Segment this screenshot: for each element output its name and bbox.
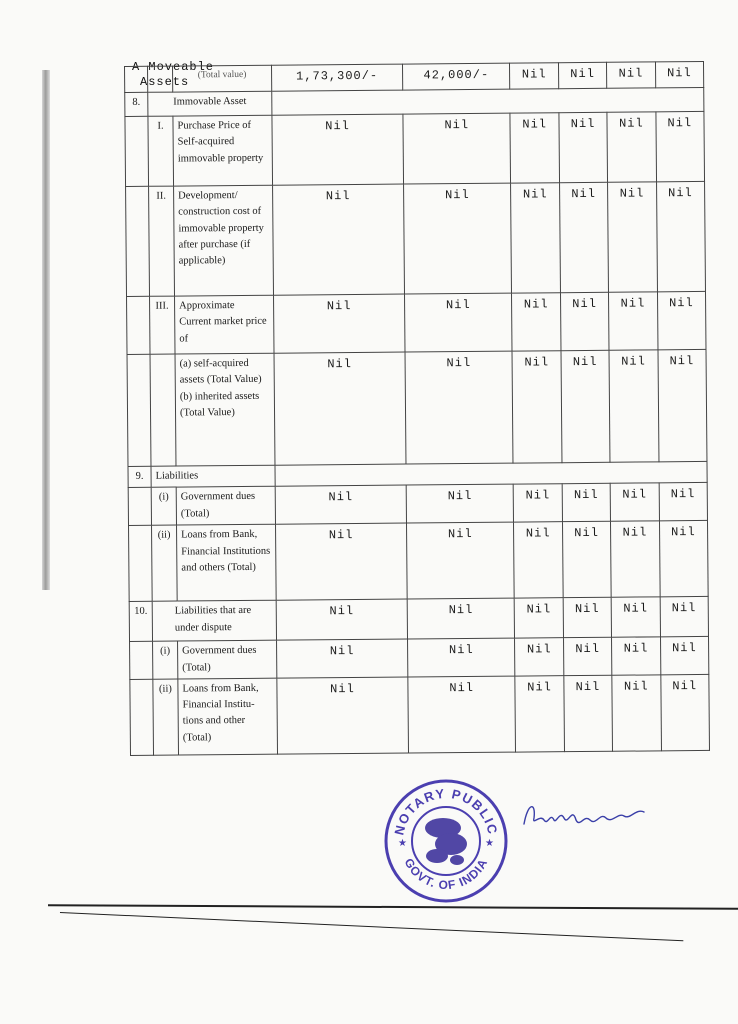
value-cell: Nil: [512, 351, 561, 463]
value-cell: Nil: [611, 597, 660, 637]
row-sub-number: I.: [148, 116, 174, 186]
table-row: [128, 483, 707, 526]
row-label: Purchase Price of Self-acquired immovable property: [173, 115, 273, 186]
section-title: Immovable Asset: [148, 91, 272, 116]
value-cell: Nil: [563, 638, 612, 676]
row-sub-number: II.: [149, 186, 175, 296]
table-row: [127, 291, 706, 354]
value-cell: Nil: [407, 598, 515, 639]
svg-text:★: ★: [398, 838, 407, 849]
value-cell: Nil: [510, 63, 559, 89]
section-number: 9.: [128, 466, 151, 487]
row-sub-number: (i): [153, 641, 178, 679]
value-cell: Nil: [659, 483, 708, 521]
value-cell: Nil: [659, 521, 708, 597]
section-number: 10.: [129, 602, 152, 642]
signature: [520, 796, 650, 836]
section-title: Liabilities: [151, 465, 275, 487]
stamp-bottom-text: GOVT. OF INDIA: [401, 855, 491, 893]
row-label: (a) self-acquired assets (Total Value) (b) inherited assets (Total Value): [175, 353, 275, 466]
section-title: Liabilities that are under dispute: [152, 600, 276, 641]
value-cell: Nil: [276, 523, 408, 600]
table-row: [130, 637, 709, 680]
value-cell: Nil: [564, 675, 613, 751]
value-cell: Nil: [274, 352, 406, 465]
value-cell: Nil: [512, 293, 561, 351]
value-cell: Nil: [559, 112, 608, 182]
value-cell: Nil: [612, 675, 661, 751]
value-cell: Nil: [277, 677, 409, 754]
value-cell: Nil: [660, 637, 709, 675]
row-sub-number: (i): [151, 487, 176, 525]
value-cell: Nil: [407, 522, 515, 599]
bottom-rule: [48, 904, 738, 910]
value-cell: Nil: [655, 61, 704, 87]
value-cell: Nil: [562, 522, 611, 598]
value-cell: 1,73,300/-: [271, 64, 402, 91]
scan-shadow: [42, 70, 50, 590]
value-cell: 42,000/-: [403, 63, 511, 90]
row-label: Government dues (Total): [176, 486, 275, 525]
row-sub-number: [150, 354, 176, 466]
table-row: [127, 349, 707, 466]
total-value-label: (Total value): [173, 65, 272, 92]
svg-text:★: ★: [485, 838, 494, 849]
table-row: [126, 181, 706, 296]
bottom-rule-slanted: [60, 912, 683, 941]
row-sub-number: III.: [150, 296, 176, 354]
notary-stamp: [381, 776, 511, 906]
value-cell: Nil: [515, 598, 564, 638]
value-cell: Nil: [406, 484, 514, 523]
section-number: 8.: [125, 92, 148, 116]
value-cell: Nil: [562, 484, 611, 522]
moveable-assets-label-line1: A Moveable: [132, 60, 215, 74]
value-cell: Nil: [563, 598, 612, 638]
moveable-assets-label-line2: Assets: [140, 75, 190, 89]
value-cell: Nil: [514, 522, 563, 598]
value-cell: Nil: [276, 599, 407, 640]
value-cell: Nil: [611, 521, 660, 597]
value-cell: Nil: [515, 638, 564, 676]
value-cell: Nil: [607, 62, 656, 88]
table-row: [125, 111, 705, 186]
value-cell: Nil: [660, 674, 709, 750]
value-cell: Nil: [559, 182, 608, 292]
value-cell: Nil: [660, 597, 709, 637]
stamp-top-text: NOTARY PUBLIC: [391, 785, 501, 837]
value-cell: Nil: [404, 183, 512, 294]
value-cell: Nil: [561, 350, 610, 462]
value-cell: Nil: [655, 111, 704, 181]
value-cell: Nil: [405, 293, 513, 352]
value-cell: Nil: [656, 181, 705, 291]
value-cell: Nil: [272, 114, 404, 185]
value-cell: Nil: [560, 292, 609, 350]
value-cell: Nil: [609, 350, 658, 462]
value-cell: Nil: [657, 291, 706, 349]
section-heading-row: [129, 597, 708, 642]
value-cell: Nil: [558, 62, 607, 88]
row-label: Government dues (Total): [178, 640, 277, 678]
value-cell: Nil: [658, 349, 707, 461]
asset-liability-table: [124, 61, 710, 756]
value-cell: Nil: [408, 638, 516, 676]
stamp-seal-blot: [425, 818, 467, 865]
value-cell: Nil: [612, 637, 661, 675]
table-row: [130, 674, 710, 755]
value-cell: Nil: [610, 483, 659, 521]
value-cell: Nil: [273, 184, 405, 295]
row-sub-number: (ii): [152, 525, 178, 601]
value-cell: Nil: [405, 351, 513, 464]
value-cell: Nil: [403, 113, 511, 184]
value-cell: Nil: [275, 485, 406, 524]
value-cell: Nil: [277, 639, 408, 678]
row-label: Loans from Bank, Financial Institu-tions and other (Total): [178, 678, 278, 755]
row-label: Loans from Bank, Financial Institutions and others (Total): [177, 524, 277, 601]
table-row: [129, 521, 709, 602]
value-cell: Nil: [607, 112, 656, 182]
value-cell: Nil: [408, 676, 516, 753]
value-cell: Nil: [608, 182, 657, 292]
row-sub-number: (ii): [153, 679, 179, 755]
value-cell: Nil: [515, 675, 564, 751]
value-cell: Nil: [514, 484, 563, 522]
value-cell: Nil: [510, 113, 559, 183]
row-label: Development/ construction cost of immovable property after purchase (if applicable): [174, 185, 274, 296]
value-cell: Nil: [274, 294, 406, 353]
value-cell: Nil: [511, 183, 560, 293]
value-cell: Nil: [609, 292, 658, 350]
row-label: Approximate Current market price of: [175, 295, 275, 354]
